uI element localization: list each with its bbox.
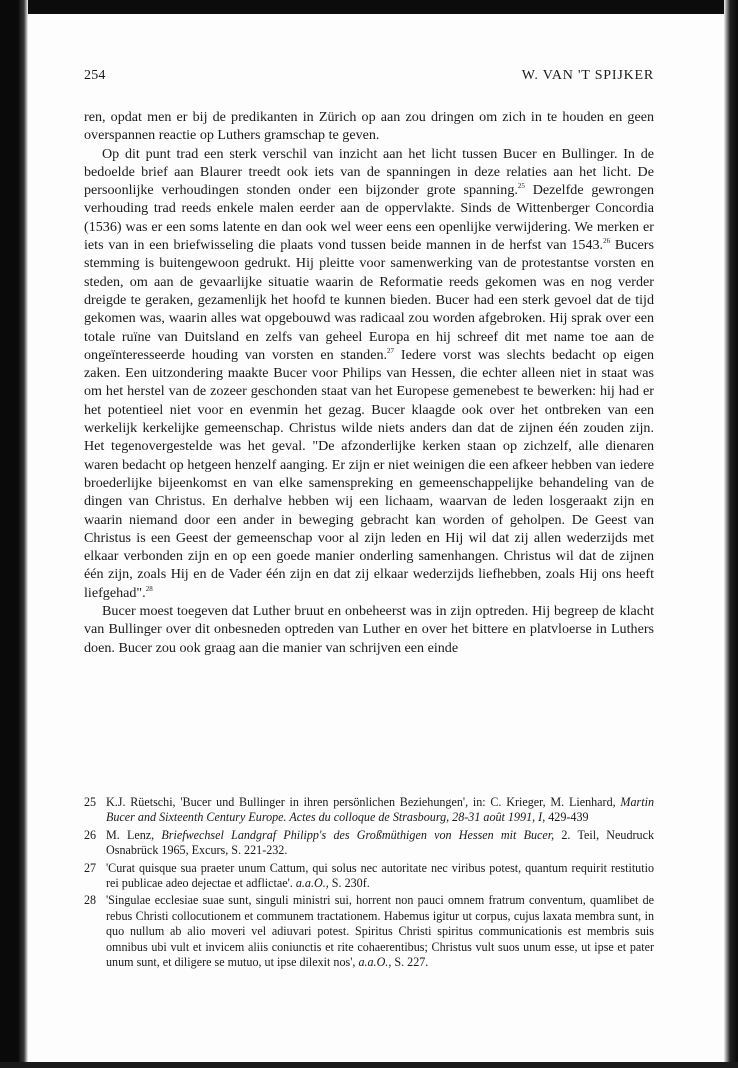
footnote-segment: M. Lenz, (106, 827, 162, 842)
paragraph-text: Op dit punt trad een sterk verschil van inzicht aan het licht tussen Bucer en Bullinger. In de bedoelde brief aan Blaurer treedt ook iets van de spanningen in deze relaties aan het licht. De persoonlijke verhoudingen stonden onder een bijzonder grote spanning. (84, 145, 654, 199)
footnote-text (106, 795, 654, 826)
footnote-text (106, 893, 654, 970)
footnote-title: a.a.O., (358, 955, 392, 970)
paragraph-text: Bucer moest toegeven dat Luther bruut en onbeheerst was in zijn optreden. Hij begreep de klacht van Bullinger over dit onbesneden optreden van Luther en over het bittere en platvloerse in Luthers doen. Bucer zou ook graag aan die manier van schrijven een einde (84, 603, 654, 656)
footnotes (84, 795, 654, 972)
footnote (84, 828, 654, 859)
footnote-segment: S. 230f. (328, 876, 370, 891)
footnote-segment: S. 227. (391, 955, 429, 970)
footnote-segment: K.J. Rüetschi, 'Bucer und Bullinger in ihren persönlichen Beziehungen', in: C. Krieger, M. Lienhard, (106, 795, 621, 809)
footnote-reference[interactable]: 25 (517, 182, 525, 191)
body-text (84, 108, 654, 657)
footnote-number: 27 (84, 860, 97, 875)
scan-edge-top (0, 0, 738, 14)
scan-edge-right (724, 0, 738, 1068)
footnote-number: 26 (84, 827, 97, 842)
footnote-segment: 2. Teil, Neudruck Osnabrück 1965, Excurs, S. 221-232. (106, 827, 654, 858)
body-paragraph (84, 108, 654, 145)
body-paragraph (84, 602, 654, 657)
footnote (84, 893, 654, 970)
footnote-title: Martin Bucer and Sixteenth Century Europe. Actes du colloque de Strasbourg, 28-31 août 1991, I, (106, 795, 654, 825)
footnote-segment: 'Curat quisque sua praeter unum Cattum, qui solus nec autoritate nec viribus potest, quantum requirit restitutio rei publicae adeo dejectae et adflictae'. (106, 860, 654, 891)
paragraph-text: Iedere vorst was slechts bedacht op eigen zaken. Een uitzondering maakte Bucer voor Philips van Hessen, die echter alleen niet in staat was om het herstel van de zozeer geschonden staat van het Europese gemenebest te bewerken: hij had er het potentieel niet voor en evenmin het gezag. Bucer klaagde ook over het ontbreken van een werkelijk kerkelijke gemeenschap. Christus wilde niets anders dan dat de zijnen één zouden zijn. Het tegenovergestelde was het geval. "De afzonderlijke kerken staan op zichzelf, alle dienaren waren bedacht op hetgeen henzelf aanging. Er zijn er niet weinigen die een afkeer hebben van iedere broederlijke bijeenkomst en van elke samenspreking en gemeenschappelijke behandeling van de dingen van Christus. En derhalve hebben wij een lichaam, waarvan de leden losgeraakt zijn en waarin niemand door een ander in beweging gebracht kan worden of geholpen. De Geest van Christus is een Geest der gemeenschap voor al zijn leden en Hij wil dat zij allen wederzijds met elkaar verbonden zijn en op een goede manier onderling samenhangen. Christus wil dat de zijnen één zijn, zoals Hij en de Vader één zijn en dat zij elkaar wederzijds liefhebben, zoals Hij ons heeft liefgehad". (84, 346, 654, 601)
paragraph-text: Dezelfde gewrongen verhouding trad reeds enkele malen eerder aan de oppervlakte. Sinds de Wittenberger Concordia (1536) was er een soms latente en dan ook wel weer eens een openlijke verwijdering. We merken er iets van in een briefwisseling die plaats vond tussen beide mannen in de herfst van 1543. (84, 182, 654, 254)
footnote-reference[interactable]: 27 (387, 346, 395, 355)
footnote-segment: 429-439 (545, 810, 589, 825)
paragraph-text: Bucers stemming is buitengewoon gedrukt. Hij pleitte voor samenwerking van de protestantse vorsten en steden, om aan de gevaarlijke situatie waarin de Reformatie reeds gekomen was en nog verder dreigde te geraken, gezamenlijk het hoofd te kunnen bieden. Bucer had een sterk gevoel dat de tijd gekomen was, waarin alles wat opgebouwd was radicaal zou worden afgebroken. Hij sprak over een totale ruïne van Duitsland en zelfs van geheel Europa en hij schreef dit met name toe aan de ongeïnteresseerde houding van vorsten en standen. (84, 237, 654, 363)
running-head: W. VAN 'T SPIJKER (521, 68, 654, 83)
paragraph-text: ren, opdat men er bij de predikanten in Zürich op aan zou dringen om zich in te houden en geen overspannen reactie op Luthers gramschap te geven. (84, 109, 654, 144)
footnote-reference[interactable]: 28 (145, 584, 153, 593)
footnote-number: 25 (84, 795, 97, 809)
scan-edge-left (0, 0, 28, 1068)
footnote-segment: 'Singulae ecclesiae suae sunt, singuli ministri sui, horrent non pauci omnem fratrum conventum, quamlibet de rebus Christi collocutionem et communem tractationem. Habemus igitur ut corpus, cujus laxata membra sunt, in quo nullum ab alio moveri vel adiuvari potest. Spiritus Christi spiritus communicationis est membris suis omnibus ubi vult et invicem aliis coniunctis et rite cohaerentibus; Christus vult suos unum esse, ut ipse et pater unum sunt, et diligere se mutuo, ut ipse dilexit nos', (106, 893, 654, 970)
footnote-text (106, 861, 654, 892)
footnote-number: 28 (84, 893, 97, 908)
footnote (84, 795, 654, 826)
body-paragraph (84, 145, 654, 602)
page-number: 254 (84, 68, 106, 83)
footnote-reference[interactable]: 26 (603, 237, 611, 246)
footnote (84, 861, 654, 892)
footnote-title: Briefwechsel Landgraf Philipp's des Großmüthigen von Hessen mit Bucer, (161, 827, 555, 842)
scan-edge-bottom (0, 1062, 738, 1068)
footnote-title: a.a.O., (295, 876, 329, 891)
footnote-text (106, 828, 654, 859)
